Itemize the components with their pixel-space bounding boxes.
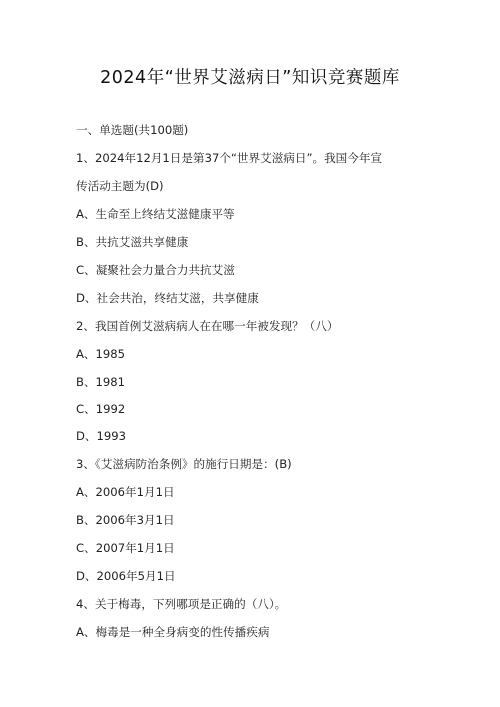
question-2-option-d: D、1993	[76, 429, 127, 443]
question-1-option-b: B、共抗艾滋共享健康	[76, 235, 189, 249]
question-3-option-a: A、2006年1月1日	[76, 485, 175, 499]
question-4-option-a: A、梅毒是一种全身病变的性传播疾病	[76, 625, 270, 639]
question-1-stem-line2: 传活动主题为(D)	[76, 179, 164, 193]
question-1-option-a: A、生命至上终结艾滋健康平等	[76, 207, 235, 221]
question-2-stem: 2、我国首例艾滋病病人在在哪一年被发现？（八）	[76, 319, 339, 333]
question-3-option-b: B、2006年3月1日	[76, 513, 175, 527]
question-3-stem: 3、《艾滋病防治条例》的施行日期是：(B)	[76, 457, 292, 471]
section-heading: 一、单选题(共100题)	[76, 123, 189, 137]
document-title: 2024年“世界艾滋病日”知识竞赛题库	[100, 68, 400, 88]
question-1-option-c: C、凝聚社会力量合力共抗艾滋	[76, 263, 235, 277]
question-4-stem: 4、关于梅毒，下列哪项是正确的（八）。	[76, 597, 287, 611]
question-3-option-c: C、2007年1月1日	[76, 541, 175, 555]
question-1-option-d: D、社会共治，终结艾滋，共享健康	[76, 291, 259, 305]
question-2-option-a: A、1985	[76, 347, 126, 361]
question-2-option-b: B、1981	[76, 375, 126, 389]
question-1-stem-line1: 1、2024年12月1日是第37个“世界艾滋病日”。我国今年宣	[76, 151, 383, 165]
question-2-option-c: C、1992	[76, 402, 126, 416]
question-3-option-d: D、2006年5月1日	[76, 569, 176, 583]
